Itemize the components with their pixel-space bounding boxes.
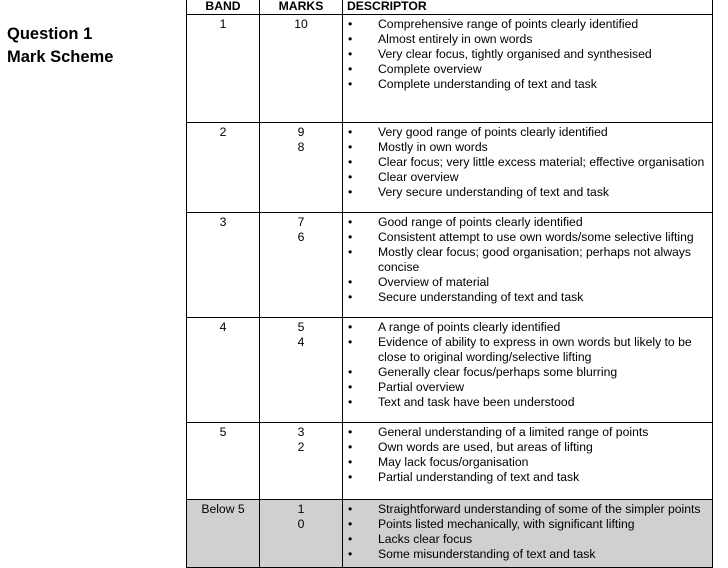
mark-value: 3 — [297, 425, 305, 439]
descriptor-cell — [343, 318, 713, 423]
descriptor-item: • Some misunderstanding of text and task — [348, 547, 712, 562]
mark-value: 0 — [297, 517, 305, 531]
descriptor-item: • Secure understanding of text and task — [348, 290, 712, 305]
table-body — [187, 15, 713, 568]
descriptor-item: • Clear overview — [348, 170, 712, 185]
table-row — [187, 213, 713, 318]
descriptor-item: • Comprehensive range of points clearly identified — [348, 17, 712, 32]
marks-cell — [260, 15, 343, 123]
descriptor-item: • Partial understanding of text and task — [348, 470, 712, 485]
descriptor-column-header: DESCRIPTOR — [343, 0, 713, 15]
descriptor-cell — [343, 123, 713, 213]
marks-cell — [260, 500, 343, 568]
table-row — [187, 318, 713, 423]
marks-cell — [260, 123, 343, 213]
descriptor-item: • Clear focus; very little excess material; effective organisation — [348, 155, 712, 170]
descriptor-cell — [343, 423, 713, 500]
descriptor-item: • Points listed mechanically, with significant lifting — [348, 517, 712, 532]
band-column-header: BAND — [187, 0, 260, 15]
descriptor-item: • Overview of material — [348, 275, 712, 290]
band-cell — [187, 500, 260, 568]
band-cell: 4 — [187, 318, 260, 423]
band-cell: 3 — [187, 213, 260, 318]
descriptor-list — [343, 125, 712, 200]
descriptor-item: • Very clear focus, tightly organised and synthesised — [348, 47, 712, 62]
marks-column-header: MARKS — [260, 0, 343, 15]
table-row — [187, 15, 713, 123]
band-cell: 5 — [187, 423, 260, 500]
descriptor-item: • Very good range of points clearly identified — [348, 125, 712, 140]
table-row — [187, 423, 713, 500]
mark-value: 10 — [294, 17, 308, 31]
marks-cell — [260, 318, 343, 423]
mark-value: 6 — [297, 230, 305, 244]
marks-cell — [260, 423, 343, 500]
mark-scheme-table — [186, 0, 713, 568]
mark-value: 1 — [297, 502, 305, 516]
band-label: Below 5 — [201, 502, 245, 516]
descriptor-item: • Good range of points clearly identified — [348, 215, 712, 230]
descriptor-item: • A range of points clearly identified — [348, 320, 712, 335]
descriptor-item: • May lack focus/organisation — [348, 455, 712, 470]
mark-value: 8 — [297, 140, 305, 154]
descriptor-list — [343, 17, 712, 92]
table-header-row — [187, 0, 713, 15]
descriptor-item: • Very secure understanding of text and task — [348, 185, 712, 200]
mark-scheme-title: Mark Scheme — [7, 48, 114, 66]
descriptor-item: • Own words are used, but areas of lifting — [348, 440, 712, 455]
descriptor-list — [343, 215, 712, 305]
mark-value: 2 — [297, 440, 305, 454]
descriptor-cell — [343, 213, 713, 318]
table-row — [187, 500, 713, 568]
descriptor-cell — [343, 15, 713, 123]
descriptor-list — [343, 320, 712, 410]
mark-value: 9 — [297, 125, 305, 139]
descriptor-item: • Almost entirely in own words — [348, 32, 712, 47]
descriptor-item: • Mostly in own words — [348, 140, 712, 155]
descriptor-item: • Straightforward understanding of some of the simpler points — [348, 502, 712, 517]
page-title — [7, 23, 113, 69]
table-row — [187, 123, 713, 213]
question-title: Question 1 — [7, 25, 93, 43]
mark-value: 4 — [297, 335, 305, 349]
mark-value: 5 — [297, 320, 305, 334]
band-cell: 1 — [187, 15, 260, 123]
mark-value: 7 — [297, 215, 305, 229]
descriptor-list — [343, 502, 712, 562]
descriptor-item: • General understanding of a limited range of points — [348, 425, 712, 440]
descriptor-item: • Complete understanding of text and task — [348, 77, 712, 92]
descriptor-cell — [343, 500, 713, 568]
descriptor-item: • Mostly clear focus; good organisation; perhaps not always concise — [348, 245, 712, 275]
descriptor-item: • Evidence of ability to express in own words but likely to be close to original wording/selective lifting — [348, 335, 712, 365]
descriptor-item: • Lacks clear focus — [348, 532, 712, 547]
descriptor-item: • Partial overview — [348, 380, 712, 395]
band-cell: 2 — [187, 123, 260, 213]
descriptor-item: • Text and task have been understood — [348, 395, 712, 410]
descriptor-list — [343, 425, 712, 485]
descriptor-item: • Consistent attempt to use own words/some selective lifting — [348, 230, 712, 245]
descriptor-item: • Generally clear focus/perhaps some blurring — [348, 365, 712, 380]
marks-cell — [260, 213, 343, 318]
descriptor-item: • Complete overview — [348, 62, 712, 77]
